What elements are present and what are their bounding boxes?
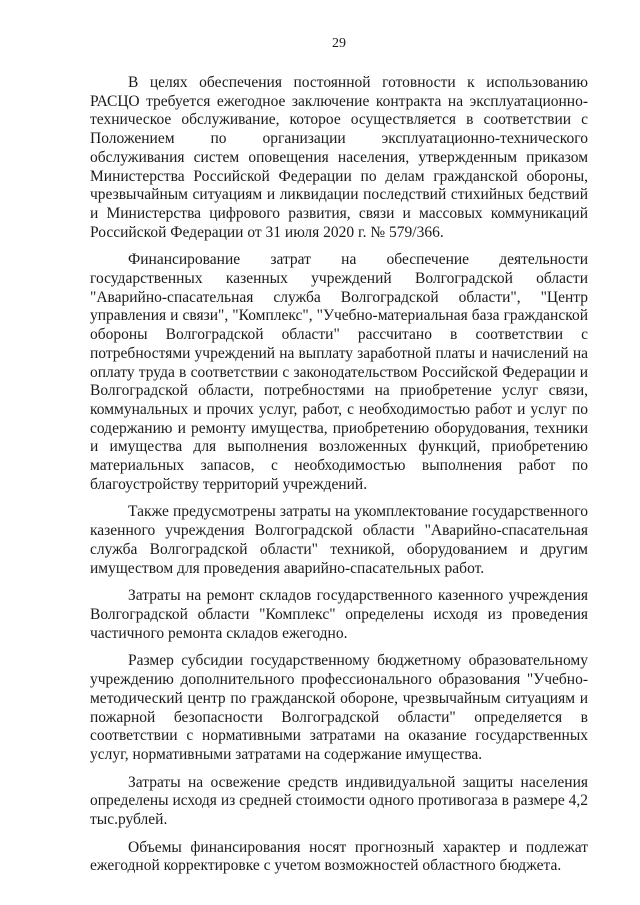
paragraph-equipment-costs: Также предусмотрены затраты на укомплектование государственного казенного учреждения Волгоградской области "Аварийно-спасательная служба Волгоградской области" техникой, оборудованием и другим имуществом для проведения аварийно-спасательных работ. <box>90 503 588 577</box>
page-number: 29 <box>332 36 346 51</box>
paragraph-warehouse-repair: Затраты на ремонт складов государственного казенного учреждения Волгоградской области "Комплекс" определены исходя из проведения частичного ремонта складов ежегодно. <box>90 587 588 642</box>
paragraph-subsidy: Размер субсидии государственному бюджетному образовательному учреждению дополнительного профессионального образования "Учебно-методический центр по гражданской обороне, чрезвычайным ситуациям и пожарной безопасности Волгоградской области" определяется в соответствии с нормативными затратами на оказание государственных услуг, нормативными затратами на содержание имущества. <box>90 652 588 763</box>
paragraph-rasco-maintenance: В целях обеспечения постоянной готовности к использованию РАСЦО требуется ежегодное заключение контракта на эксплуатационно-техническое обслуживание, которое осуществляется в соответствии с Положением по организации эксплуатационно-технического обслуживания систем оповещения населения, утвержденным приказом Министерства Российской Федерации по делам гражданской обороны, чрезвычайным ситуациям и ликвидации последствий стихийных бедствий и Министерства цифрового развития, связи и массовых коммуникаций Российской Федерации от 31 июля 2020 г. № 579/366. <box>90 74 588 241</box>
paragraph-financing-institutions: Финансирование затрат на обеспечение деятельности государственных казенных учреждений Волгоградской области "Аварийно-спасательная служба Волгоградской области", "Центр управления и связи", "Комплекс", "Учебно-материальная база гражданской обороны Волгоградской области" рассчитано в соответствии с потребностями учреждений на выплату заработной платы и начислений на оплату труда в соответствии с законодательством Российской Федерации и Волгоградской области, потребностями на приобретение услуг связи, коммунальных и прочих услуг, работ, с необходимостью работ и услуг по содержанию и ремонту имущества, приобретению оборудования, техники и имущества для выполнения возложенных функций, приобретению материальных запасов, с необходимостью выполнения работ по благоустройству территорий учреждений. <box>90 251 588 493</box>
paragraph-protective-equipment: Затраты на освежение средств индивидуальной защиты населения определены исходя из средней стоимости одного противогаза в размере 4,2 тыс.рублей. <box>90 773 588 829</box>
paragraph-forecast-note: Объемы финансирования носят прогнозный характер и подлежат ежегодной корректировке с учетом возможностей областного бюджета. <box>90 838 588 875</box>
